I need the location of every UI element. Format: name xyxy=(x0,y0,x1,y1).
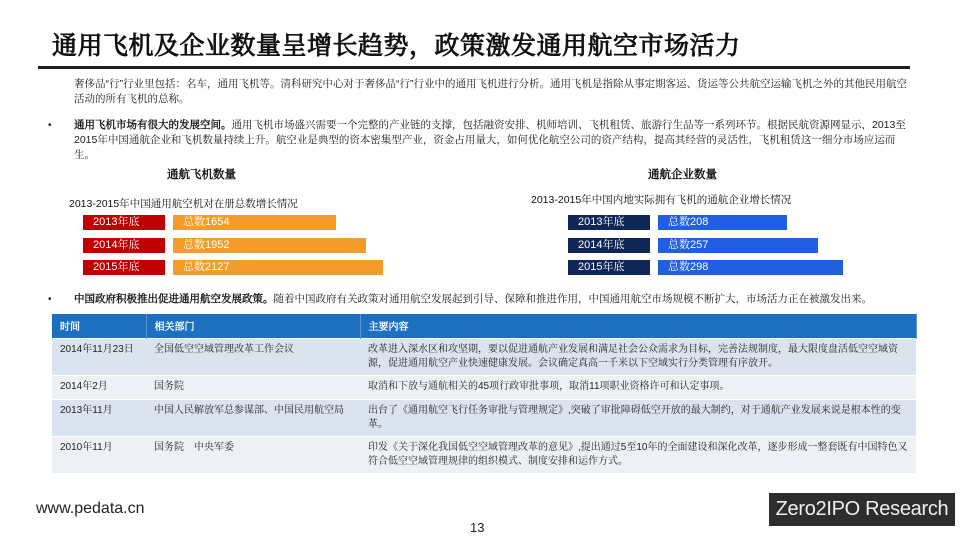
policy-table xyxy=(52,314,917,473)
table-cell-time: 2010年11月 xyxy=(52,436,146,473)
enterprise-bar-category: 2013年底 xyxy=(568,215,650,230)
aircraft-bar: 总数1654 xyxy=(173,215,336,230)
column-header-department: 相关部门 xyxy=(146,314,360,338)
enterprise-bar-category: 2015年底 xyxy=(568,260,650,275)
policy-paragraph-body: 随着中国政府有关政策对通用航空发展起到引导、保障和推进作用，中国通用航空市场规模不断扩大，市场活力正在被激发出来。 xyxy=(273,293,872,305)
table-row xyxy=(52,399,916,436)
table-cell-department: 全国低空空域管理改革工作会议 xyxy=(146,338,360,375)
brand-logo: Zero2IPO Research xyxy=(769,493,955,526)
enterprise-bar: 总数257 xyxy=(658,238,818,253)
column-header-content: 主要内容 xyxy=(360,314,916,338)
enterprise-chart-heading: 通航企业数量 xyxy=(648,169,717,181)
enterprise-bar: 总数208 xyxy=(658,215,787,230)
table-cell-content: 印发《关于深化我国低空空域管理改革的意见》,提出通过5至10年的全面建设和深化改革，逐步形成一整套既有中国特色又符合低空空域管理规律的组织模式、制度安排和运作方式。 xyxy=(360,436,916,473)
aircraft-bar: 总数2127 xyxy=(173,260,383,275)
table-cell-department: 国务院 中央军委 xyxy=(146,436,360,473)
aircraft-chart-heading: 通航飞机数量 xyxy=(167,169,236,181)
table-cell-time: 2014年2月 xyxy=(52,375,146,399)
table-cell-content: 改革进入深水区和攻坚期，要以促进通航产业发展和满足社会公众需求为目标，完善法规制度，最大限度盘活低空空域资源，促进通用航空产业快速健康发展。会议确定真高一千米以下空域实行分类管理有序放开。 xyxy=(360,338,916,375)
column-header-time: 时间 xyxy=(52,314,146,338)
aircraft-bar-category: 2014年底 xyxy=(83,238,165,253)
page-title: 通用飞机及企业数量呈增长趋势，政策激发通用航空市场活力 xyxy=(52,32,741,60)
page-number: 13 xyxy=(470,520,485,535)
table-row xyxy=(52,436,916,473)
table-cell-department: 国务院 xyxy=(146,375,360,399)
table-row xyxy=(52,375,916,399)
website-link[interactable]: www.pedata.cn xyxy=(36,500,145,517)
market-paragraph-lead: 通用飞机市场有很大的发展空间。 xyxy=(74,119,232,131)
title-divider xyxy=(38,66,910,69)
table-cell-content: 出台了《通用航空飞行任务审批与管理规定》,突破了审批障碍低空开放的最大制约，对于通航产业发展来说是根本性的变革。 xyxy=(360,399,916,436)
policy-paragraph xyxy=(74,292,916,314)
enterprise-bar: 总数298 xyxy=(658,260,843,275)
table-header-row xyxy=(52,314,916,338)
table-cell-time: 2014年11月23日 xyxy=(52,338,146,375)
aircraft-bar-category: 2013年底 xyxy=(83,215,165,230)
market-paragraph-body: 通用飞机市场盛兴需要一个完整的产业链的支撑，包括融资安排、机师培训、飞机租赁、旅游行生品等一系列环节。根据民航资源网显示，2013至2015年中国通航企业和飞机数量持续上升。航空业是典型的资本密集型产业，资金占用量大，如何优化航空公司的资产结构，提高其经营的灵活性，飞机租赁这一细分市场应运而生。 xyxy=(74,119,906,161)
market-paragraph xyxy=(74,118,916,163)
bullet-icon: • xyxy=(48,120,52,131)
table-row xyxy=(52,338,916,375)
aircraft-bar: 总数1952 xyxy=(173,238,366,253)
enterprise-bar-category: 2014年底 xyxy=(568,238,650,253)
policy-paragraph-lead: 中国政府积极推出促进通用航空发展政策。 xyxy=(74,293,274,305)
table-cell-content: 取消和下放与通航相关的45项行政审批事项，取消11项职业资格许可和认定事项。 xyxy=(360,375,916,399)
intro-paragraph: 奢侈品“行”行业里包括：名车，通用飞机等。清科研究中心对于奢侈品“行”行业中的通用飞机进行分析。通用飞机是指除从事定期客运、货运等公共航空运输飞机之外的其他民用航空活动的所有飞机的总称。 xyxy=(74,78,907,105)
aircraft-bar-category: 2015年底 xyxy=(83,260,165,275)
table-cell-time: 2013年11月 xyxy=(52,399,146,436)
bullet-icon: • xyxy=(48,294,52,305)
enterprise-chart-title: 2013-2015年中国内地实际拥有飞机的通航企业增长情况 xyxy=(531,194,792,206)
aircraft-chart-title: 2013-2015年中国通用航空机对在册总数增长情况 xyxy=(69,198,298,210)
table-cell-department: 中国人民解放军总参谋部、中国民用航空局 xyxy=(146,399,360,436)
